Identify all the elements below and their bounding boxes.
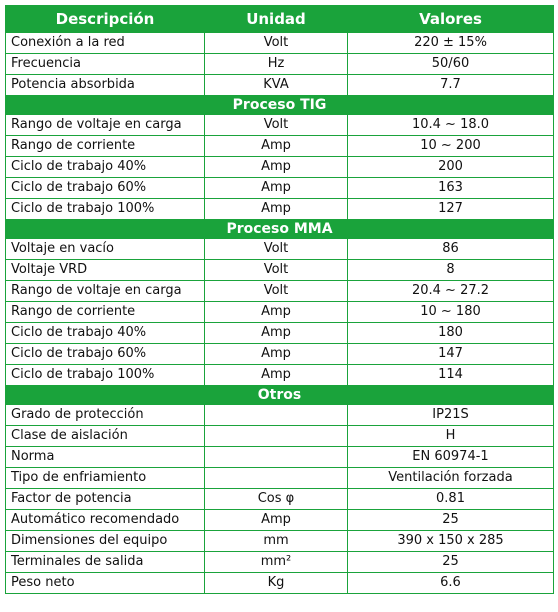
table-row: [6, 531, 554, 552]
spec-description: Rango de voltaje en carga: [6, 115, 205, 136]
spec-unit: [205, 405, 348, 426]
spec-unit: Volt: [205, 281, 348, 302]
table-row: [6, 33, 554, 54]
table-row: [6, 365, 554, 386]
spec-value: 25: [348, 552, 554, 573]
section-title: Otros: [6, 386, 554, 405]
spec-description: Voltaje en vacío: [6, 239, 205, 260]
table-row: [6, 468, 554, 489]
spec-unit: Hz: [205, 54, 348, 75]
section-title: Proceso TIG: [6, 96, 554, 115]
table-row: [6, 573, 554, 594]
spec-unit: Amp: [205, 199, 348, 220]
spec-description: Rango de corriente: [6, 136, 205, 157]
spec-unit: Volt: [205, 239, 348, 260]
spec-unit: KVA: [205, 75, 348, 96]
spec-value: 147: [348, 344, 554, 365]
spec-value: 10 ~ 180: [348, 302, 554, 323]
spec-description: Ciclo de trabajo 100%: [6, 199, 205, 220]
spec-description: Ciclo de trabajo 40%: [6, 323, 205, 344]
table-row: [6, 552, 554, 573]
spec-unit: Amp: [205, 157, 348, 178]
spec-value: 25: [348, 510, 554, 531]
spec-unit: mm: [205, 531, 348, 552]
spec-description: Potencia absorbida: [6, 75, 205, 96]
spec-value: IP21S: [348, 405, 554, 426]
spec-unit: Amp: [205, 510, 348, 531]
spec-description: Grado de protección: [6, 405, 205, 426]
table-row: [6, 239, 554, 260]
spec-value: H: [348, 426, 554, 447]
spec-description: Rango de voltaje en carga: [6, 281, 205, 302]
spec-unit: Amp: [205, 302, 348, 323]
spec-value: 10.4 ~ 18.0: [348, 115, 554, 136]
spec-description: Dimensiones del equipo: [6, 531, 205, 552]
spec-unit: [205, 426, 348, 447]
spec-description: Voltaje VRD: [6, 260, 205, 281]
spec-value: 0.81: [348, 489, 554, 510]
table-row: [6, 489, 554, 510]
spec-unit: Volt: [205, 115, 348, 136]
spec-value: EN 60974-1: [348, 447, 554, 468]
spec-unit: Amp: [205, 323, 348, 344]
spec-value: 10 ~ 200: [348, 136, 554, 157]
table-row: [6, 426, 554, 447]
spec-unit: Amp: [205, 136, 348, 157]
spec-value: 127: [348, 199, 554, 220]
spec-description: Rango de corriente: [6, 302, 205, 323]
spec-description: Tipo de enfriamiento: [6, 468, 205, 489]
spec-description: Conexión a la red: [6, 33, 205, 54]
spec-value: 220 ± 15%: [348, 33, 554, 54]
spec-value: 20.4 ~ 27.2: [348, 281, 554, 302]
spec-value: Ventilación forzada: [348, 468, 554, 489]
table-row: [6, 323, 554, 344]
spec-unit: mm²: [205, 552, 348, 573]
spec-value: 114: [348, 365, 554, 386]
spec-value: 163: [348, 178, 554, 199]
spec-description: Peso neto: [6, 573, 205, 594]
header-unidad: Unidad: [205, 6, 348, 33]
spec-value: 7.7: [348, 75, 554, 96]
spec-value: 8: [348, 260, 554, 281]
specs-table: [5, 5, 554, 594]
spec-description: Ciclo de trabajo 100%: [6, 365, 205, 386]
spec-unit: Amp: [205, 344, 348, 365]
section-header-row: [6, 96, 554, 115]
table-body: [6, 33, 554, 594]
table-row: [6, 75, 554, 96]
spec-description: Factor de potencia: [6, 489, 205, 510]
spec-description: Terminales de salida: [6, 552, 205, 573]
spec-unit: [205, 468, 348, 489]
table-row: [6, 405, 554, 426]
spec-unit: Amp: [205, 178, 348, 199]
table-header-row: [6, 6, 554, 33]
section-title: Proceso MMA: [6, 220, 554, 239]
section-header-row: [6, 386, 554, 405]
table-row: [6, 281, 554, 302]
table-row: [6, 302, 554, 323]
table-row: [6, 344, 554, 365]
spec-unit: Volt: [205, 33, 348, 54]
spec-unit: Kg: [205, 573, 348, 594]
spec-value: 86: [348, 239, 554, 260]
spec-unit: Volt: [205, 260, 348, 281]
header-descripcion: Descripción: [6, 6, 205, 33]
table-row: [6, 136, 554, 157]
table-row: [6, 447, 554, 468]
table-row: [6, 510, 554, 531]
spec-value: 390 x 150 x 285: [348, 531, 554, 552]
spec-unit: [205, 447, 348, 468]
section-header-row: [6, 220, 554, 239]
spec-unit: Amp: [205, 365, 348, 386]
spec-description: Frecuencia: [6, 54, 205, 75]
table-row: [6, 260, 554, 281]
table-row: [6, 199, 554, 220]
table-row: [6, 157, 554, 178]
spec-value: 6.6: [348, 573, 554, 594]
table-row: [6, 54, 554, 75]
spec-description: Norma: [6, 447, 205, 468]
spec-unit: Cos φ: [205, 489, 348, 510]
spec-value: 180: [348, 323, 554, 344]
spec-value: 200: [348, 157, 554, 178]
specs-table-container: [5, 5, 553, 594]
spec-description: Clase de aislación: [6, 426, 205, 447]
table-row: [6, 115, 554, 136]
table-row: [6, 178, 554, 199]
spec-description: Ciclo de trabajo 60%: [6, 178, 205, 199]
spec-description: Ciclo de trabajo 60%: [6, 344, 205, 365]
spec-value: 50/60: [348, 54, 554, 75]
spec-description: Ciclo de trabajo 40%: [6, 157, 205, 178]
header-valores: Valores: [348, 6, 554, 33]
spec-description: Automático recomendado: [6, 510, 205, 531]
